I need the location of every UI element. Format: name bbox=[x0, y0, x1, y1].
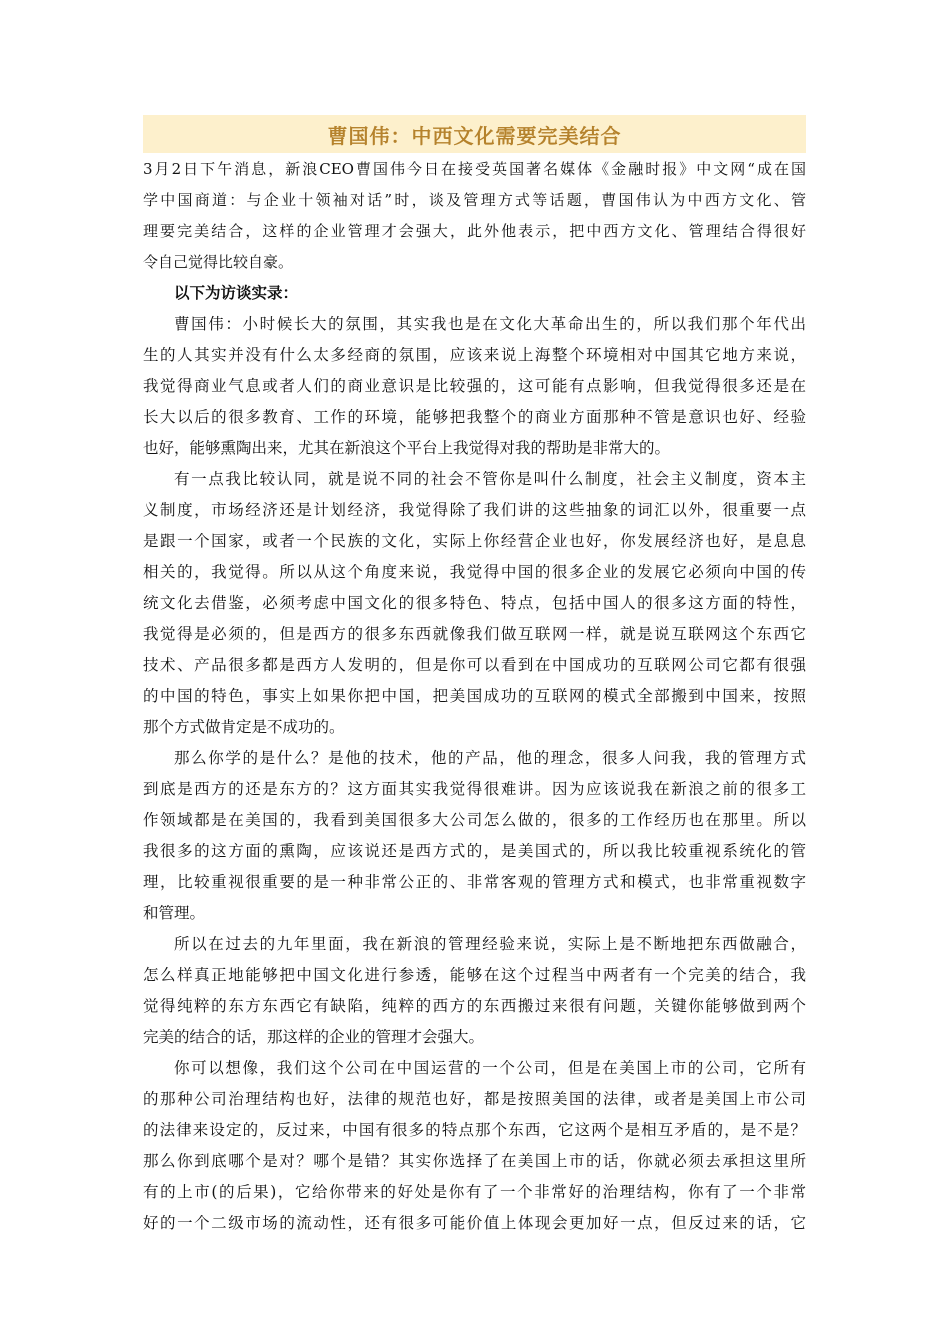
text-line: 令自己觉得比较自豪。 bbox=[143, 253, 294, 271]
text-line: 怎么样真正地能够把中国文化进行参透，能够在这个过程当中两者有一个完美的结合，我 bbox=[143, 966, 806, 984]
paragraph bbox=[143, 929, 806, 1053]
text-line: 和管理。 bbox=[143, 904, 206, 922]
document-page bbox=[143, 115, 806, 1239]
text-line: 有一点我比较认同，就是说不同的社会不管你是叫什么制度，社会主义制度，资本主 bbox=[174, 470, 806, 488]
text-line: 有的上市(的后果)，它给你带来的好处是你有了一个非常好的治理结构，你有了一个非常 bbox=[143, 1183, 806, 1201]
paragraph bbox=[143, 464, 806, 743]
text-line: 也好，能够熏陶出来，尤其在新浪这个平台上我觉得对我的帮助是非常大的。 bbox=[143, 439, 671, 457]
paragraph bbox=[143, 154, 806, 278]
text-line: 我很多的这方面的熏陶，应该说还是西方式的，是美国式的，所以我比较重视系统化的管 bbox=[143, 842, 806, 860]
text-line: 你可以想像，我们这个公司在中国运营的一个公司，但是在美国上市的公司，它所有 bbox=[174, 1059, 806, 1077]
text-line: 作领域都是在美国的，我看到美国很多大公司怎么做的，很多的工作经历也在那里。所以 bbox=[143, 811, 806, 829]
text-line: 的法律来设定的，反过来，中国有很多的特点那个东西，它这两个是相互矛盾的，是不是？ bbox=[143, 1121, 806, 1139]
text-line: 我觉得是必须的，但是西方的很多东西就像我们做互联网一样，就是说互联网这个东西它 bbox=[143, 625, 806, 643]
text-line: 理要完美结合，这样的企业管理才会强大，此外他表示，把中西方文化、管理结合得很好 bbox=[143, 222, 806, 240]
text-line: 完美的结合的话，那这样的企业的管理才会强大。 bbox=[143, 1028, 485, 1046]
text-line: 是跟一个国家，或者一个民族的文化，实际上你经营企业也好，你发展经济也好，是息息 bbox=[143, 532, 806, 550]
text-line: 所以在过去的九年里面，我在新浪的管理经验来说，实际上是不断地把东西做融合， bbox=[174, 935, 806, 953]
article-body bbox=[143, 154, 806, 1239]
article-title: 曹国伟：中西文化需要完美结合 bbox=[327, 123, 622, 148]
text-line: 学中国商道：与企业十领袖对话”时，谈及管理方式等话题，曹国伟认为中西方文化、管 bbox=[143, 191, 806, 209]
text-line: 以下为访谈实录： bbox=[174, 284, 299, 302]
text-line: 那么你学的是什么？是他的技术，他的产品，他的理念，很多人问我，我的管理方式 bbox=[174, 749, 806, 767]
text-line: 生的人其实并没有什么太多经商的氛围，应该来说上海整个环境相对中国其它地方来说， bbox=[143, 346, 806, 364]
text-line: 义制度，市场经济还是计划经济，我觉得除了我们讲的这些抽象的词汇以外，很重要一点 bbox=[143, 501, 806, 519]
paragraph bbox=[143, 743, 806, 929]
text-line: 那么你到底哪个是对？哪个是错？其实你选择了在美国上市的话，你就必须去承担这里所 bbox=[143, 1152, 806, 1170]
text-line: 曹国伟：小时候长大的氛围，其实我也是在文化大革命出生的，所以我们那个年代出 bbox=[174, 315, 806, 333]
title-banner bbox=[143, 115, 806, 153]
text-line: 相关的，我觉得。所以从这个角度来说，我觉得中国的很多企业的发展它必须向中国的传 bbox=[143, 563, 806, 581]
section-heading bbox=[143, 278, 806, 309]
text-line: 统文化去借鉴，必须考虑中国文化的很多特色、特点，包括中国人的很多这方面的特性， bbox=[143, 594, 806, 612]
text-line: 觉得纯粹的东方东西它有缺陷，纯粹的西方的东西搬过来很有问题，关键你能够做到两个 bbox=[143, 997, 806, 1015]
text-line: 好的一个二级市场的流动性，还有很多可能价值上体现会更加好一点，但反过来的话，它 bbox=[143, 1214, 806, 1232]
paragraph bbox=[143, 1053, 806, 1239]
text-line: 的中国的特色，事实上如果你把中国，把美国成功的互联网的模式全部搬到中国来，按照 bbox=[143, 687, 806, 705]
text-line: 3月2日下午消息，新浪CEO曹国伟今日在接受英国著名媒体《金融时报》中文网“成在国 bbox=[143, 160, 806, 178]
text-line: 长大以后的很多教育、工作的环境，能够把我整个的商业方面那种不管是意识也好、经验 bbox=[143, 408, 806, 426]
paragraph bbox=[143, 309, 806, 464]
text-line: 技术、产品很多都是西方人发明的，但是你可以看到在中国成功的互联网公司它都有很强 bbox=[143, 656, 806, 674]
text-line: 我觉得商业气息或者人们的商业意识是比较强的，这可能有点影响，但我觉得很多还是在 bbox=[143, 377, 806, 395]
text-line: 到底是西方的还是东方的？这方面其实我觉得很难讲。因为应该说我在新浪之前的很多工 bbox=[143, 780, 806, 798]
text-line: 理，比较重视很重要的是一种非常公正的、非常客观的管理方式和模式，也非常重视数字 bbox=[143, 873, 806, 891]
text-line: 那个方式做肯定是不成功的。 bbox=[143, 718, 345, 736]
text-line: 的那种公司治理结构也好，法律的规范也好，都是按照美国的法律，或者是美国上市公司 bbox=[143, 1090, 806, 1108]
